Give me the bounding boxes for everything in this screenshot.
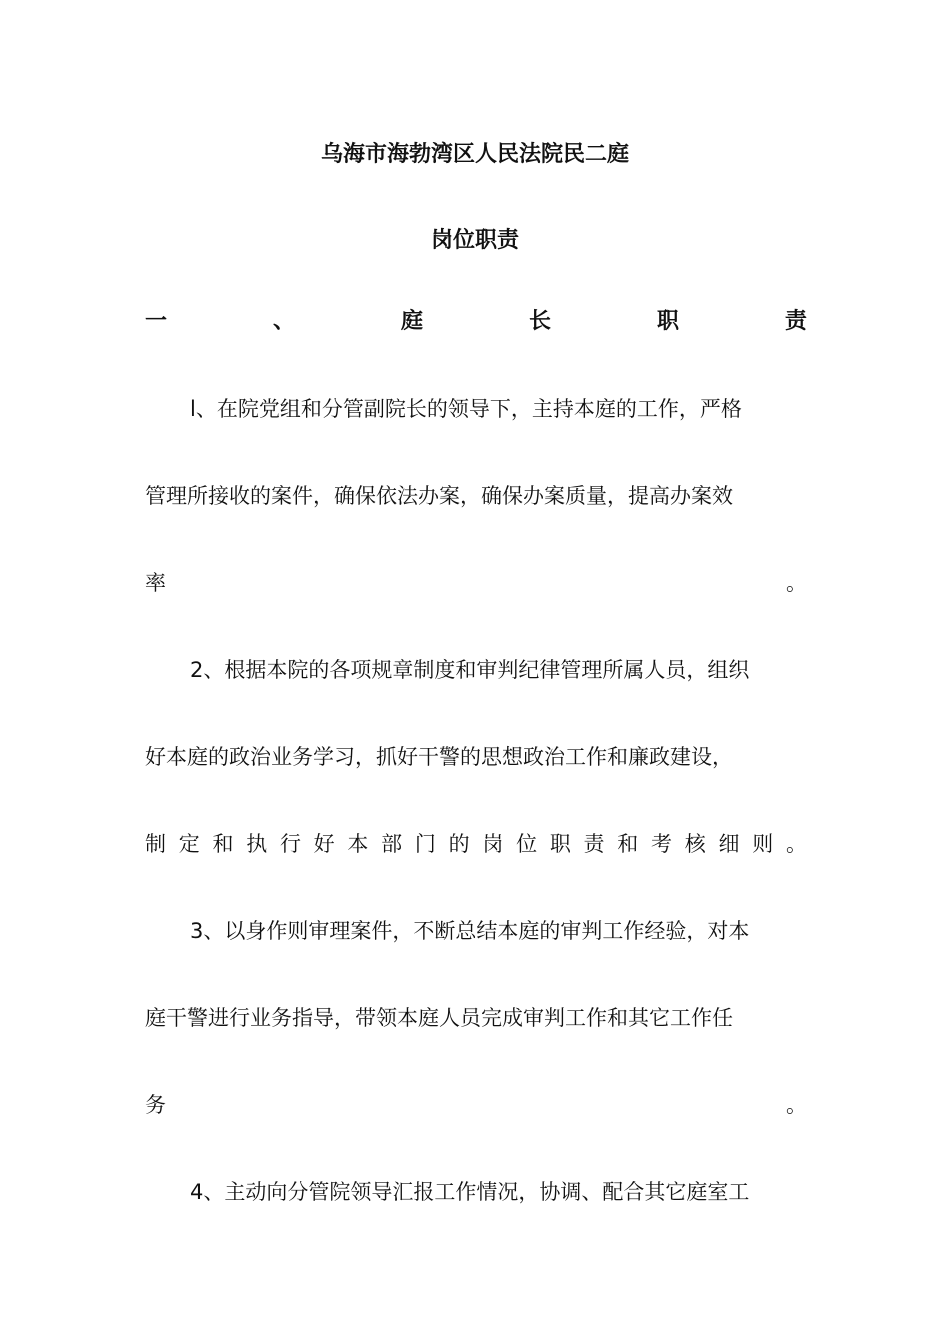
heading-char: 职 [656, 309, 679, 334]
section-heading [145, 307, 807, 337]
paragraph-line: 制 定 和 执 行 好 本 部 门 的 岗 位 职 责 和 考 核 细 则 。 [145, 832, 807, 856]
paragraph-line: 务 。 [145, 1093, 807, 1117]
paragraph-line: 2、根据本院的各项规章制度和审判纪律管理所属人员，组织 [190, 658, 750, 682]
paragraph-line: 4、主动向分管院领导汇报工作情况，协调、配合其它庭室工 [190, 1180, 750, 1204]
heading-char: 一 [145, 309, 168, 334]
heading-char: 长 [528, 309, 551, 334]
paragraph-line: l、在院党组和分管副院长的领导下，主持本庭的工作，严格 [190, 397, 742, 421]
paragraph-line: 3、以身作则审理案件，不断总结本庭的审判工作经验，对本 [190, 919, 750, 943]
paragraph-line: 率 。 [145, 571, 807, 595]
heading-char: 、 [272, 309, 295, 334]
heading-char: 责 [784, 309, 807, 334]
paragraph-line: 庭干警进行业务指导，带领本庭人员完成审判工作和其它工作任 [145, 1006, 733, 1030]
document-subtitle: 岗位职责 [430, 228, 519, 253]
heading-char: 庭 [400, 309, 423, 334]
document-title: 乌海市海勃湾区人民法院民二庭 [320, 142, 629, 167]
paragraph-line: 好本庭的政治业务学习，抓好干警的思想政治工作和廉政建设， [145, 745, 733, 769]
paragraph-line: 管理所接收的案件，确保依法办案，确保办案质量，提高办案效 [145, 484, 733, 508]
